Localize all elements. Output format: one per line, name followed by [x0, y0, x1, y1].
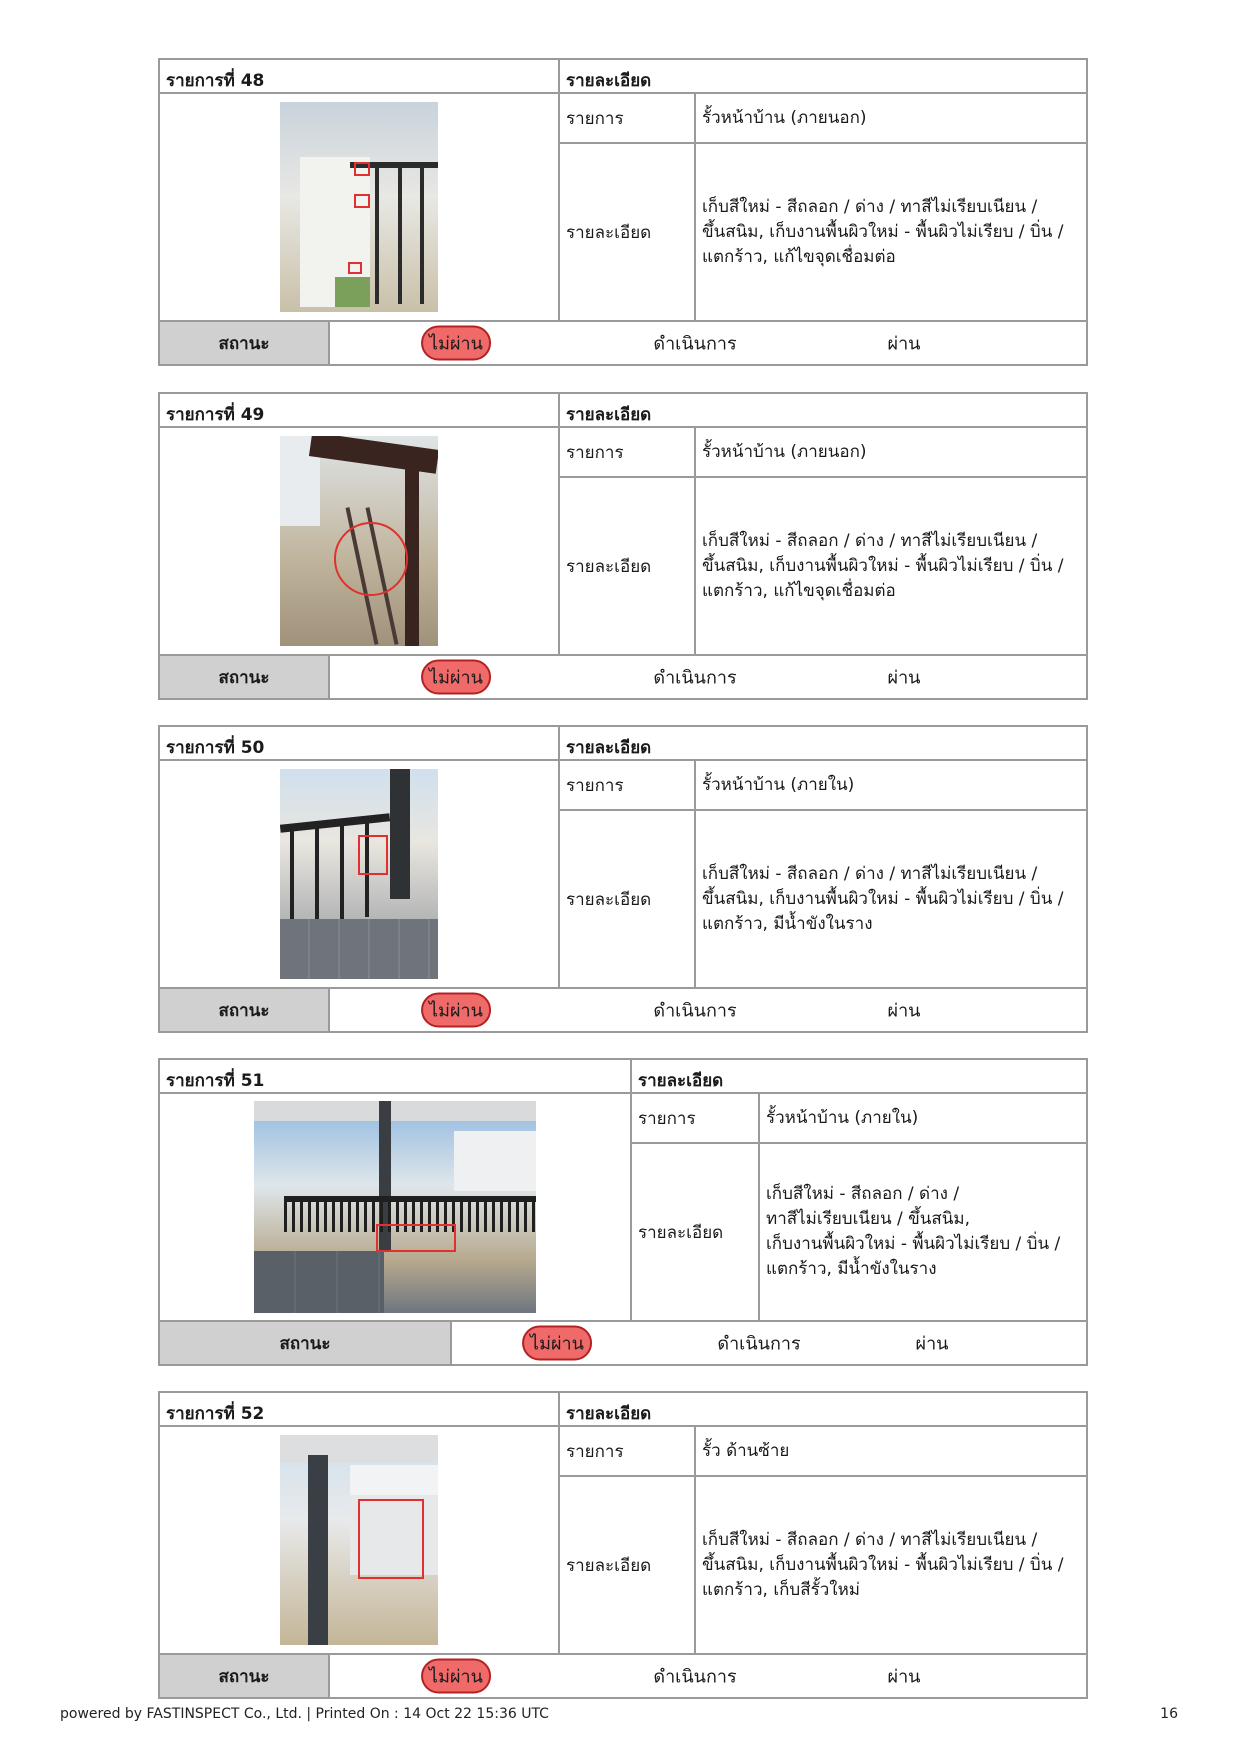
status-option-in-progress[interactable]: ดำเนินการ	[717, 1333, 801, 1355]
detail-value: เก็บสีใหม่ - สีถลอก / ด่าง / ทาสีไม่เรียบเนียน / ขึ้นสนิม, เก็บงานพื้นผิวใหม่ - พื้นผิวไม่เรียบ / บิ่น / แตกร้าว, เก็บสีรั้วใหม่	[702, 1529, 1064, 1600]
defect-marker	[376, 1224, 456, 1252]
status-label: สถานะ	[160, 656, 330, 698]
defect-marker	[354, 194, 370, 208]
status-label: สถานะ	[160, 322, 330, 364]
detail-label: รายละเอียด	[560, 811, 696, 987]
status-row	[160, 322, 1086, 364]
inspection-card-51	[158, 1058, 1088, 1366]
inspection-photo[interactable]	[280, 769, 438, 979]
inspection-card-52	[158, 1391, 1088, 1699]
defect-marker	[358, 835, 388, 875]
item-number-title: รายการที่ 48	[160, 60, 560, 92]
page-number: 16	[1160, 1706, 1178, 1722]
detail-label: รายละเอียด	[560, 478, 696, 654]
defect-marker	[348, 262, 362, 274]
item-value: รั้วหน้าบ้าน (ภายนอก)	[702, 107, 867, 128]
inspection-photo[interactable]	[280, 1435, 438, 1645]
status-row	[160, 1655, 1086, 1697]
defect-marker	[334, 522, 408, 596]
status-option-pass[interactable]: ผ่าน	[887, 333, 921, 355]
item-label: รายการ	[560, 94, 696, 142]
defect-marker	[354, 162, 370, 176]
status-option-pass[interactable]: ผ่าน	[887, 1666, 921, 1688]
inspection-card-50	[158, 725, 1088, 1033]
status-row	[160, 989, 1086, 1031]
item-value: รั้วหน้าบ้าน (ภายใน)	[766, 1107, 919, 1128]
inspection-photo[interactable]	[280, 102, 438, 312]
item-number-title: รายการที่ 51	[160, 1060, 632, 1092]
detail-value: เก็บสีใหม่ - สีถลอก / ด่าง / ทาสีไม่เรียบเนียน / ขึ้นสนิม, เก็บงานพื้นผิวใหม่ - พื้นผิวไม่เรียบ / บิ่น / แตกร้าว, มีน้ำขังในราง	[766, 1184, 1061, 1279]
status-option-fail[interactable]: ไม่ผ่าน	[421, 326, 491, 361]
status-label: สถานะ	[160, 1655, 330, 1697]
detail-value: เก็บสีใหม่ - สีถลอก / ด่าง / ทาสีไม่เรียบเนียน / ขึ้นสนิม, เก็บงานพื้นผิวใหม่ - พื้นผิวไม่เรียบ / บิ่น / แตกร้าว, มีน้ำขังในราง	[702, 863, 1064, 934]
detail-header: รายละเอียด	[638, 1071, 724, 1091]
item-label: รายการ	[560, 428, 696, 476]
status-row	[160, 656, 1086, 698]
detail-label: รายละเอียด	[560, 1477, 696, 1653]
status-option-pass[interactable]: ผ่าน	[887, 667, 921, 689]
detail-value: เก็บสีใหม่ - สีถลอก / ด่าง / ทาสีไม่เรียบเนียน / ขึ้นสนิม, เก็บงานพื้นผิวใหม่ - พื้นผิวไม่เรียบ / บิ่น / แตกร้าว, แก้ไขจุดเชื่อมต่อ	[702, 530, 1064, 601]
status-row	[160, 1322, 1086, 1364]
inspection-photo[interactable]	[280, 436, 438, 646]
item-label: รายการ	[560, 1427, 696, 1475]
item-number-title: รายการที่ 49	[160, 394, 560, 426]
status-option-in-progress[interactable]: ดำเนินการ	[653, 1666, 737, 1688]
status-option-pass[interactable]: ผ่าน	[887, 1000, 921, 1022]
inspection-card-48	[158, 58, 1088, 366]
inspection-photo[interactable]	[254, 1101, 536, 1313]
status-option-in-progress[interactable]: ดำเนินการ	[653, 667, 737, 689]
item-label: รายการ	[632, 1094, 760, 1142]
item-number-title: รายการที่ 50	[160, 727, 560, 759]
item-number-title: รายการที่ 52	[160, 1393, 560, 1425]
item-label: รายการ	[560, 761, 696, 809]
status-option-pass[interactable]: ผ่าน	[915, 1333, 949, 1355]
inspection-card-49	[158, 392, 1088, 700]
status-option-in-progress[interactable]: ดำเนินการ	[653, 1000, 737, 1022]
status-label: สถานะ	[160, 989, 330, 1031]
defect-marker	[358, 1499, 424, 1579]
item-value: รั้วหน้าบ้าน (ภายใน)	[702, 774, 855, 795]
item-value: รั้ว ด้านซ้าย	[702, 1440, 790, 1461]
detail-value: เก็บสีใหม่ - สีถลอก / ด่าง / ทาสีไม่เรียบเนียน / ขึ้นสนิม, เก็บงานพื้นผิวใหม่ - พื้นผิวไม่เรียบ / บิ่น / แตกร้าว, แก้ไขจุดเชื่อมต่อ	[702, 196, 1064, 267]
detail-header: รายละเอียด	[566, 71, 652, 91]
detail-header: รายละเอียด	[566, 1404, 652, 1424]
status-option-in-progress[interactable]: ดำเนินการ	[653, 333, 737, 355]
item-value: รั้วหน้าบ้าน (ภายนอก)	[702, 441, 867, 462]
footer-powered-by: powered by FASTINSPECT Co., Ltd. | Printed On : 14 Oct 22 15:36 UTC	[60, 1706, 549, 1722]
detail-header: รายละเอียด	[566, 405, 652, 425]
status-option-fail[interactable]: ไม่ผ่าน	[522, 1326, 592, 1361]
status-option-fail[interactable]: ไม่ผ่าน	[421, 1659, 491, 1694]
status-option-fail[interactable]: ไม่ผ่าน	[421, 660, 491, 695]
detail-header: รายละเอียด	[566, 738, 652, 758]
detail-label: รายละเอียด	[632, 1144, 760, 1320]
detail-label: รายละเอียด	[560, 144, 696, 320]
status-option-fail[interactable]: ไม่ผ่าน	[421, 993, 491, 1028]
status-label: สถานะ	[160, 1322, 452, 1364]
